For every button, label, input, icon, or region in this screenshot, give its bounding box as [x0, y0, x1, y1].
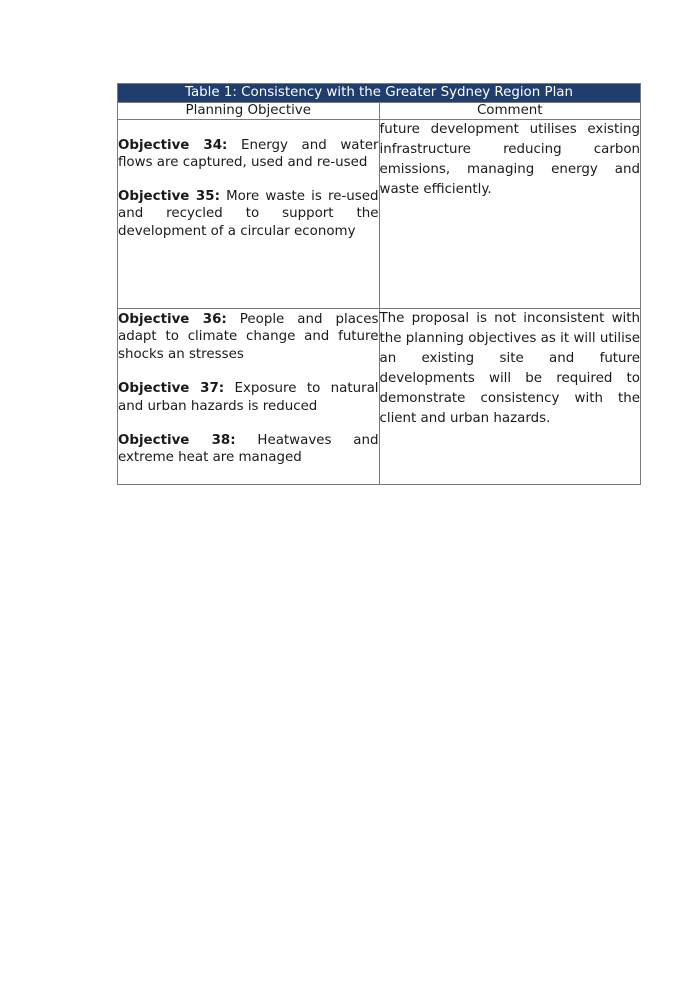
- objective-item: [118, 432, 379, 467]
- objective-label: Objective 38:: [118, 433, 236, 449]
- objective-label: Objective 37:: [118, 381, 225, 397]
- objective-label: Objective 35:: [118, 188, 220, 204]
- objective-label: Objective 36:: [118, 312, 227, 327]
- objective-text: Exposure to natural and urban hazards is reduced: [118, 381, 379, 414]
- table-row: [118, 120, 641, 309]
- objective-text: Heatwaves and extreme heat are managed: [118, 433, 379, 466]
- header-comment: Comment: [379, 103, 641, 120]
- objective-item: [118, 311, 379, 363]
- objective-item: [118, 137, 379, 172]
- table-header-row: [118, 103, 641, 120]
- objective-label: Objective 34:: [118, 138, 228, 153]
- table-title: Table 1: Consistency with the Greater Sydney Region Plan: [118, 84, 641, 103]
- table-row: [118, 309, 641, 485]
- comment-text: The proposal is not inconsistent with the planning objectives as it will utilise an existing site and future developments will be required to demonstrate consistency with the client and urban hazards.: [379, 311, 640, 426]
- objective-text: People and places adapt to climate change and future shocks an stresses: [118, 312, 379, 362]
- consistency-table: [117, 83, 641, 485]
- comment-cell: [379, 120, 641, 309]
- objective-item: [118, 188, 379, 240]
- objective-item: [118, 380, 379, 415]
- objectives-cell: [118, 120, 380, 309]
- header-planning-objective: Planning Objective: [118, 103, 380, 120]
- comment-text: future development utilises existing infrastructure reducing carbon emissions, managing energy and waste efficiently.: [379, 122, 640, 197]
- objective-text: Energy and water flows are captured, used and re-used: [118, 138, 379, 171]
- objectives-cell: [118, 309, 380, 485]
- table-title-row: [118, 84, 641, 103]
- objective-text: More waste is re-used and recycled to support the development of a circular economy: [118, 188, 379, 239]
- comment-cell: [379, 309, 641, 485]
